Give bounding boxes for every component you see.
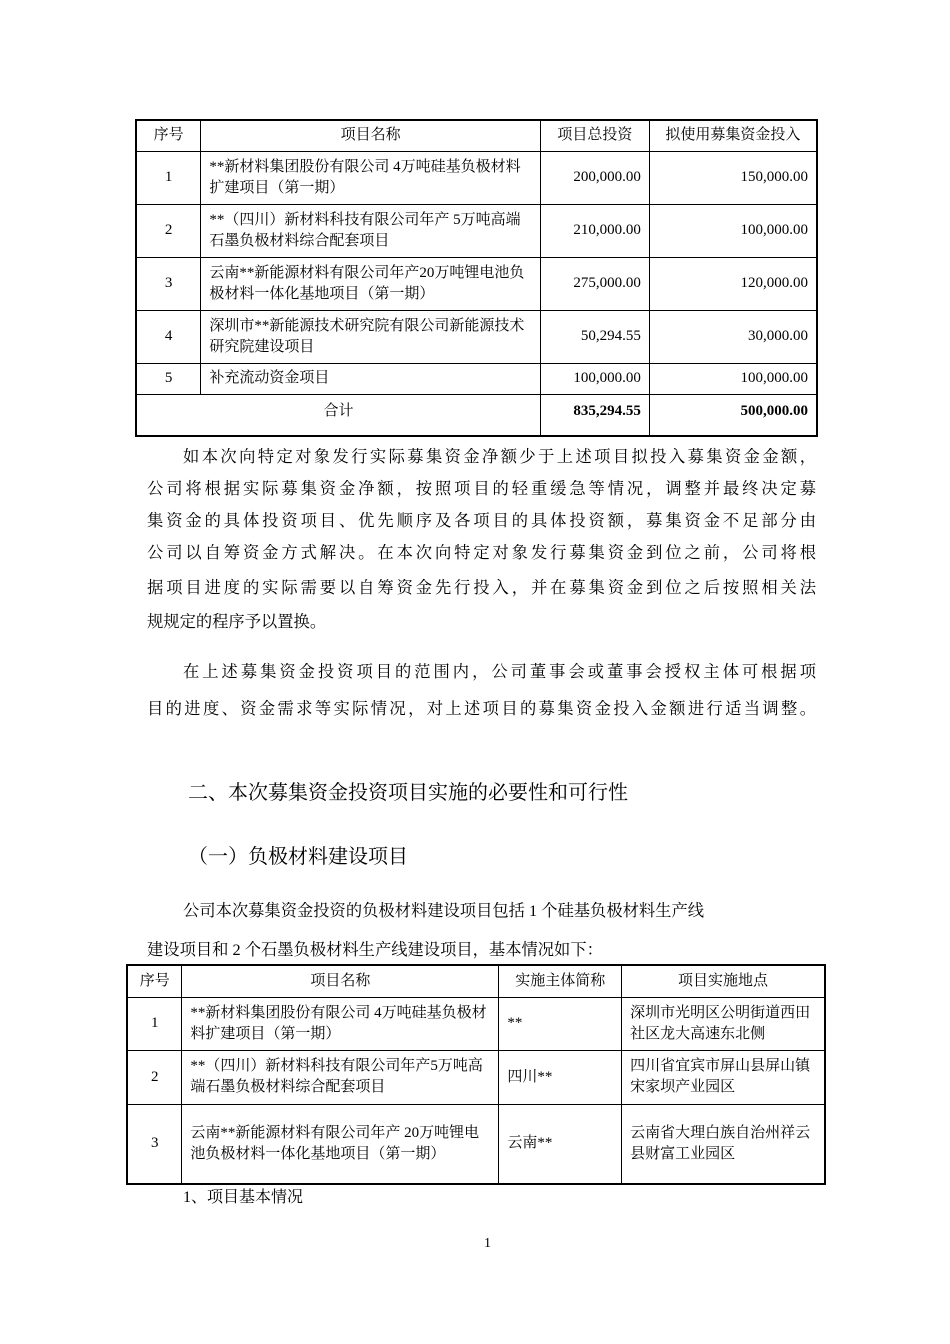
table-total-row: [136, 394, 817, 436]
cell-name: **（四川）新材料科技有限公司年产 5万吨高端石墨负极材料综合配套项目: [201, 204, 541, 257]
table-row: [136, 310, 817, 363]
cell-no: 1: [136, 151, 201, 204]
page-number: 1: [484, 1236, 491, 1251]
cell-no: 3: [127, 1104, 182, 1184]
cell-name: **新材料集团股份有限公司 4万吨硅基负极材料扩建项目（第一期）: [201, 151, 541, 204]
table-row: [136, 363, 817, 394]
table-row: [127, 1050, 825, 1104]
table-row: [136, 257, 817, 310]
col-header: 实施主体简称: [499, 965, 622, 997]
cell-raised: 120,000.00: [649, 257, 817, 310]
table-row: [136, 204, 817, 257]
subheading-basic-info: 1、项目基本情况: [183, 1189, 304, 1206]
table-header-row: [127, 965, 825, 997]
col-header: 项目名称: [182, 965, 499, 997]
paragraph-line: 目的进度、资金需求等实际情况，对上述项目的募集资金投入金额进行适当调整。: [147, 699, 816, 718]
cell-entity: 四川**: [499, 1050, 622, 1104]
cell-raised: 100,000.00: [649, 363, 817, 394]
cell-total: 210,000.00: [540, 204, 649, 257]
cell-name: 云南**新能源材料有限公司年产 20万吨锂电池负极材料一体化基地项目（第一期）: [182, 1104, 499, 1184]
cell-total: 100,000.00: [540, 363, 649, 394]
section-heading: 二、本次募集资金投资项目实施的必要性和可行性: [188, 782, 628, 804]
cell-no: 2: [136, 204, 201, 257]
cell-no: 2: [127, 1050, 182, 1104]
cell-no: 5: [136, 363, 201, 394]
paragraph-line: 公司本次募集资金投资的负极材料建设项目包括 1 个硅基负极材料生产线: [183, 901, 705, 920]
col-header: 项目实施地点: [622, 965, 825, 997]
cell-raised: 100,000.00: [649, 204, 817, 257]
col-header: 序号: [136, 120, 201, 151]
cell-location: 深圳市光明区公明街道西田社区龙大高速东北侧: [622, 997, 825, 1050]
cell-name: 补充流动资金项目: [201, 363, 541, 394]
col-header: 序号: [127, 965, 182, 997]
col-header: 项目总投资: [540, 120, 649, 151]
subsection-heading: （一）负极材料建设项目: [188, 846, 408, 868]
cell-name: 深圳市**新能源技术研究院有限公司新能源技术研究院建设项目: [201, 310, 541, 363]
cell-name: 云南**新能源材料有限公司年产20万吨锂电池负极材料一体化基地项目（第一期）: [201, 257, 541, 310]
fund-allocation-table: [135, 119, 818, 437]
cell-total: 275,000.00: [540, 257, 649, 310]
project-location-table: [126, 964, 826, 1185]
cell-no: 1: [127, 997, 182, 1050]
cell-location: 四川省宜宾市屏山县屏山镇宋家坝产业园区: [622, 1050, 825, 1104]
paragraph-line: 公司以自筹资金方式解决。在本次向特定对象发行募集资金到位之前，公司将根: [147, 543, 816, 562]
cell-total: 50,294.55: [540, 310, 649, 363]
table-row: [127, 997, 825, 1050]
cell-no: 4: [136, 310, 201, 363]
paragraph-line: 集资金的具体投资项目、优先顺序及各项目的具体投资额，募集资金不足部分由: [147, 511, 816, 530]
paragraph-line: 公司将根据实际募集资金净额，按照项目的轻重缓急等情况，调整并最终决定募: [147, 479, 816, 498]
cell-location: 云南省大理白族自治州祥云县财富工业园区: [622, 1104, 825, 1184]
total-sum: 835,294.55: [540, 394, 649, 436]
total-label: 合计: [136, 394, 540, 436]
raised-sum: 500,000.00: [649, 394, 817, 436]
table-row: [127, 1104, 825, 1184]
col-header: 拟使用募集资金投入: [649, 120, 817, 151]
table-row: [136, 151, 817, 204]
cell-name: **新材料集团股份有限公司 4万吨硅基负极材料扩建项目（第一期）: [182, 997, 499, 1050]
cell-raised: 150,000.00: [649, 151, 817, 204]
cell-entity: **: [499, 997, 622, 1050]
paragraph-line: 在上述募集资金投资项目的范围内，公司董事会或董事会授权主体可根据项: [183, 662, 816, 681]
cell-no: 3: [136, 257, 201, 310]
paragraph-line: 如本次向特定对象发行实际募集资金净额少于上述项目拟投入募集资金金额，: [183, 447, 816, 466]
cell-raised: 30,000.00: [649, 310, 817, 363]
cell-total: 200,000.00: [540, 151, 649, 204]
paragraph-line: 据项目进度的实际需要以自筹资金先行投入，并在募集资金到位之后按照相关法: [147, 578, 816, 597]
paragraph-line: 规规定的程序予以置换。: [147, 612, 327, 631]
col-header: 项目名称: [201, 120, 541, 151]
cell-name: **（四川）新材料科技有限公司年产5万吨高端石墨负极材料综合配套项目: [182, 1050, 499, 1104]
table-header-row: [136, 120, 817, 151]
paragraph-line: 建设项目和 2 个石墨负极材料生产线建设项目，基本情况如下：: [147, 940, 603, 959]
cell-entity: 云南**: [499, 1104, 622, 1184]
